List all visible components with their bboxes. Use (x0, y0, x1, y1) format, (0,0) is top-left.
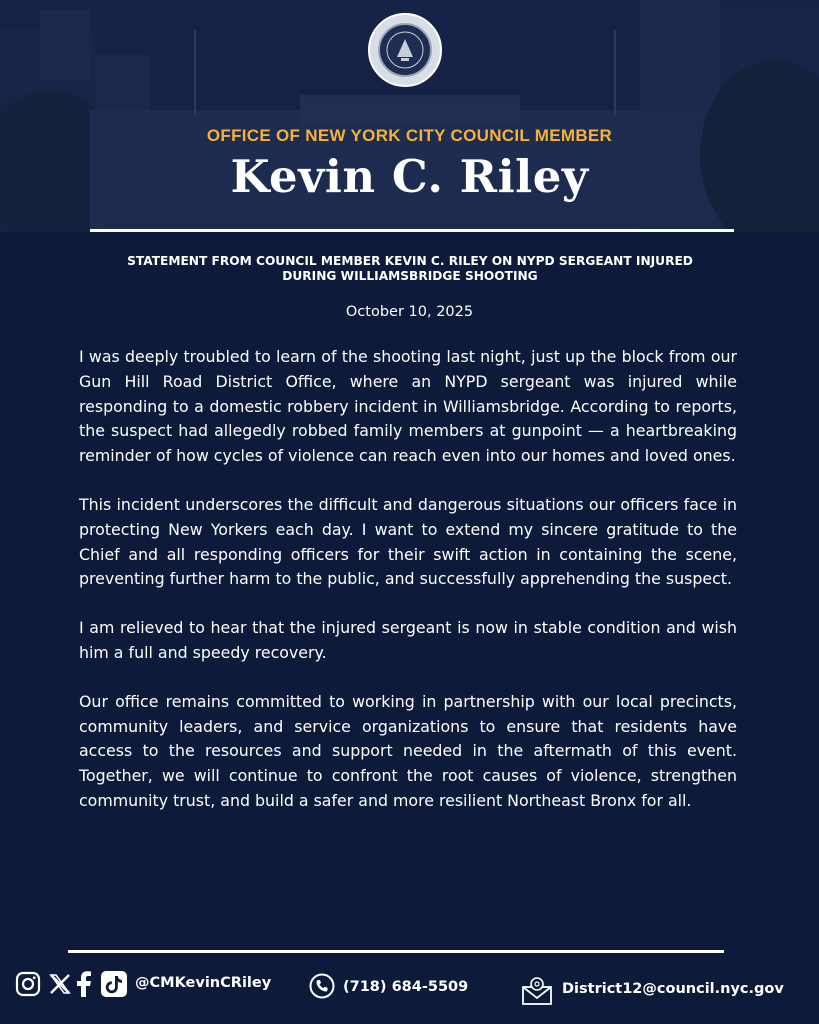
tiktok-icon[interactable] (101, 971, 127, 997)
header-banner (0, 0, 819, 232)
paragraph: This incident underscores the difficult and dangerous situations our officers face in protecting New Yorkers each day. I want to extend my sincere gratitude to the Chief and all responding officers for their swift action in containing the scene, preventing further harm to the public, and successfully apprehending the suspect. (79, 494, 737, 589)
nyc-seal-icon (368, 13, 442, 87)
council-member-name: Kevin C. Riley (230, 150, 589, 203)
facebook-icon[interactable] (75, 971, 93, 997)
footer (0, 966, 819, 1010)
email-address[interactable]: District12@council.nyc.gov (562, 981, 784, 997)
paragraph: I was deeply troubled to learn of the shooting last night, just up the block from our Gun Hill Road District Office, where an NYPD sergeant was injured while responding to a domestic robbery incident in Williamsbridge. According to reports, the suspect had allegedly robbed family members at gunpoint — a heartbreaking reminder of how cycles of violence can reach even into our homes and loved ones. (79, 347, 737, 466)
top-divider (90, 229, 734, 232)
paragraph: I am relieved to hear that the injured sergeant is now in stable condition and wish him a full and speedy recovery. (79, 618, 737, 662)
seal-emblem-icon (380, 25, 430, 75)
email-icon (521, 976, 553, 1006)
phone-icon (309, 973, 335, 999)
instagram-icon[interactable] (15, 971, 41, 997)
statement-title-line2: DURING WILLIAMSBRIDGE SHOOTING (282, 269, 538, 283)
bottom-divider (68, 950, 724, 953)
statement-body (79, 345, 737, 838)
seal-center (378, 23, 432, 77)
social-handle[interactable]: @CMKevinCRiley (135, 975, 272, 991)
phone-number[interactable]: (718) 684-5509 (343, 979, 469, 995)
statement-date: October 10, 2025 (345, 304, 474, 320)
statement-title (60, 254, 760, 284)
office-title: OFFICE OF NEW YORK CITY COUNCIL MEMBER (206, 126, 613, 145)
x-icon[interactable] (47, 971, 73, 997)
paragraph: Our office remains committed to working in partnership with our local precincts, community leaders, and service organizations to ensure that residents have access to the resources and support needed in the aftermath of this event. Together, we will continue to confront the root causes of violence, strengthen community trust, and build a safer and more resilient Northeast Bronx for all. (79, 691, 737, 810)
statement-title-line1: STATEMENT FROM COUNCIL MEMBER KEVIN C. RILEY ON NYPD SERGEANT INJURED (127, 254, 693, 268)
